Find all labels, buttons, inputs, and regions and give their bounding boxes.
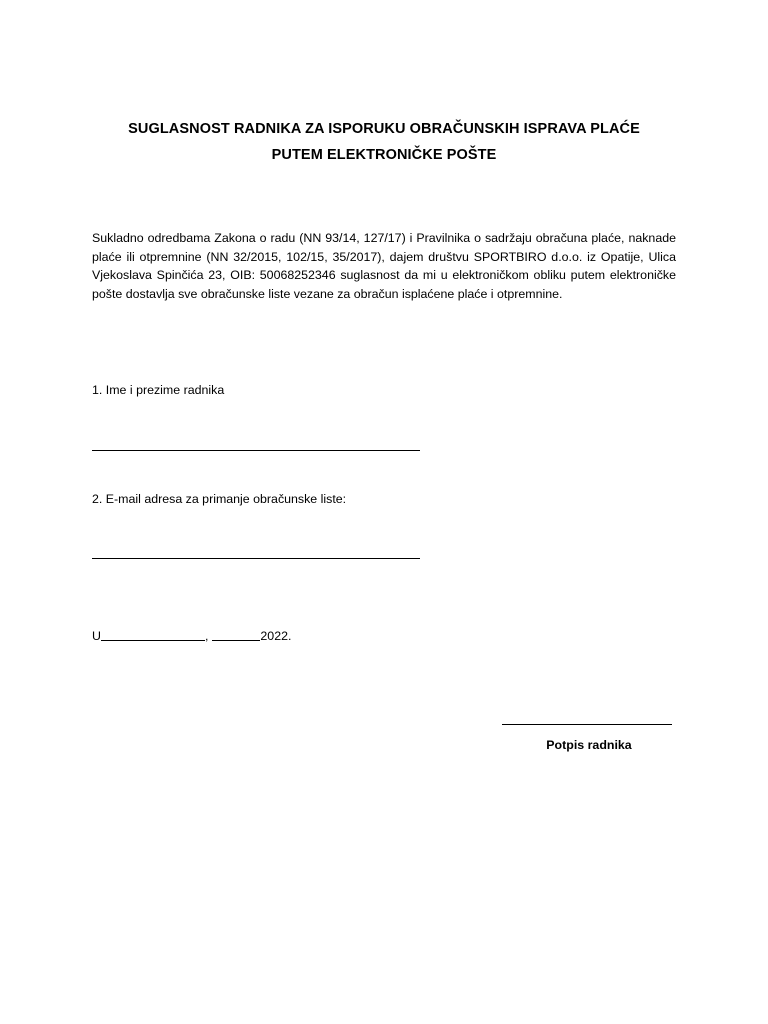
signature-blank-line bbox=[502, 724, 672, 725]
document-title-line-2: PUTEM ELEKTRONIČKE POŠTE bbox=[271, 147, 497, 163]
employee-name-label: 1. Ime i prezime radnika bbox=[92, 383, 225, 397]
place-date-line bbox=[92, 628, 291, 643]
place-prefix: U bbox=[92, 629, 101, 643]
place-blank bbox=[101, 628, 205, 641]
date-blank bbox=[212, 628, 260, 641]
email-address-label: 2. E-mail adresa za primanje obračunske liste: bbox=[92, 492, 347, 506]
signature-label: Potpis radnika bbox=[546, 738, 632, 752]
document-title-line-1: SUGLASNOST RADNIKA ZA ISPORUKU OBRAČUNSKIH ISPRAVA PLAĆE bbox=[128, 121, 640, 137]
email-address-blank-line bbox=[92, 558, 420, 559]
date-year: 2022. bbox=[260, 629, 292, 643]
employee-name-blank-line bbox=[92, 450, 420, 451]
date-separator: , bbox=[204, 629, 209, 643]
consent-paragraph: Sukladno odredbama Zakona o radu (NN 93/14, 127/17) i Pravilnika o sadržaju obračuna plaće, naknade plaće ili otpremnine (NN 32/2015, 102/15, 35/2017), dajem društvu SPORTBIRO d.o.o. iz Opatije, Ulica Vjekoslava Spinčića 23, OIB: 50068252346 suglasnost da mi u elektroničkom obliku putem elektroničke pošte dostavlja sve obračunske liste vezane za obračun isplaćene plaće i otpremnine. bbox=[92, 231, 676, 301]
